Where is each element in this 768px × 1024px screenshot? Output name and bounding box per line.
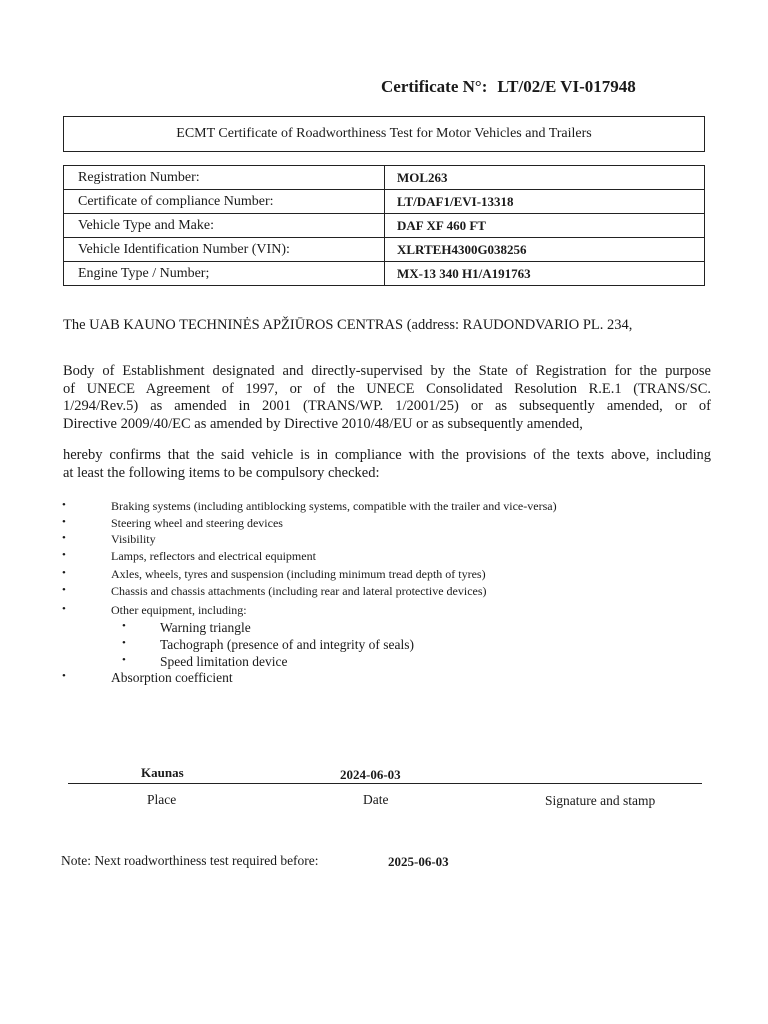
bullet-icon: •: [62, 567, 66, 579]
table-row: [64, 214, 705, 238]
list-item-text: Other equipment, including:: [111, 603, 247, 617]
vin-value: XLRTEH4300G038256: [385, 238, 705, 262]
certificate-number-value: LT/02/E VI-017948: [497, 77, 636, 96]
bullet-icon: •: [62, 532, 66, 544]
bullet-icon: •: [62, 670, 66, 682]
bullet-icon: •: [62, 549, 66, 561]
next-test-date: 2025-06-03: [388, 854, 449, 869]
list-item-text: Steering wheel and steering devices: [111, 516, 283, 530]
body-paragraph: [63, 363, 711, 433]
bullet-icon: •: [122, 620, 126, 632]
document-title: ECMT Certificate of Roadworthiness Test for Motor Vehicles and Trailers: [176, 126, 592, 141]
body-line: of UNECE Agreement of 1997, or of the UNECE Consolidated Resolution R.E.1 (TRANS/SC.: [63, 380, 711, 397]
vehicle-type-label: Vehicle Type and Make:: [64, 214, 385, 238]
confirmation-line: hereby confirms that the said vehicle is in compliance with the provisions of the texts above, including: [63, 447, 711, 463]
sub-list-item-text: Speed limitation device: [160, 654, 288, 669]
sub-list-item-text: Tachograph (presence of and integrity of seals): [160, 637, 414, 652]
table-row: [64, 238, 705, 262]
registration-number-value: MOL263: [385, 166, 705, 190]
table-row: [64, 190, 705, 214]
body-line: Directive 2009/40/EC as amended by Directive 2010/48/EU or as subsequently amended,: [63, 415, 583, 432]
compliance-number-value: LT/DAF1/EVI-13318: [385, 190, 705, 214]
bullet-icon: •: [62, 584, 66, 596]
place-value: Kaunas: [141, 765, 184, 780]
confirmation-paragraph: [63, 447, 711, 482]
place-label: Place: [147, 792, 177, 807]
list-item-text: Braking systems (including antiblocking systems, compatible with the trailer and vice-versa): [111, 499, 557, 513]
registration-number-label: Registration Number:: [64, 166, 385, 190]
list-item-text: Absorption coefficient: [111, 670, 233, 685]
table-row: [64, 166, 705, 190]
body-line: Body of Establishment designated and directly-supervised by the State of Registration for the purpose: [63, 363, 711, 379]
table-row: [64, 262, 705, 286]
list-item-text: Axles, wheels, tyres and suspension (including minimum tread depth of tyres): [111, 567, 486, 581]
bullet-icon: •: [62, 603, 66, 615]
establishment-line: The UAB KAUNO TECHNINĖS APŽIŪROS CENTRAS (address: RAUDONDVARIO PL. 234,: [63, 317, 633, 333]
bullet-icon: •: [122, 637, 126, 649]
list-item-text: Lamps, reflectors and electrical equipment: [111, 549, 316, 563]
date-value: 2024-06-03: [340, 767, 401, 782]
next-test-note: Note: Next roadworthiness test required before:: [61, 853, 319, 868]
bullet-icon: •: [62, 499, 66, 511]
list-item-text: Visibility: [111, 532, 156, 546]
certificate-number-label: Certificate N°:: [381, 77, 488, 96]
vehicle-details-table: [63, 165, 705, 286]
compliance-number-label: Certificate of compliance Number:: [64, 190, 385, 214]
confirmation-line: at least the following items to be compulsory checked:: [63, 464, 380, 481]
list-item-text: Chassis and chassis attachments (including rear and lateral protective devices): [111, 584, 487, 598]
engine-value: MX-13 340 H1/A191763: [385, 262, 705, 286]
bullet-icon: •: [122, 654, 126, 666]
signature-stamp-label: Signature and stamp: [545, 793, 656, 808]
document-title-box: [63, 116, 705, 152]
date-label: Date: [363, 792, 389, 807]
engine-label: Engine Type / Number;: [64, 262, 385, 286]
body-line: 1/294/Rev.5) as amended in 2001 (TRANS/WP. 1/2001/25) or as subsequently amended, or of: [63, 398, 711, 414]
sub-list-item-text: Warning triangle: [160, 620, 251, 635]
signature-line: [68, 783, 702, 784]
vin-label: Vehicle Identification Number (VIN):: [64, 238, 385, 262]
vehicle-type-value: DAF XF 460 FT: [385, 214, 705, 238]
bullet-icon: •: [62, 516, 66, 528]
certificate-number-heading: [381, 77, 636, 97]
